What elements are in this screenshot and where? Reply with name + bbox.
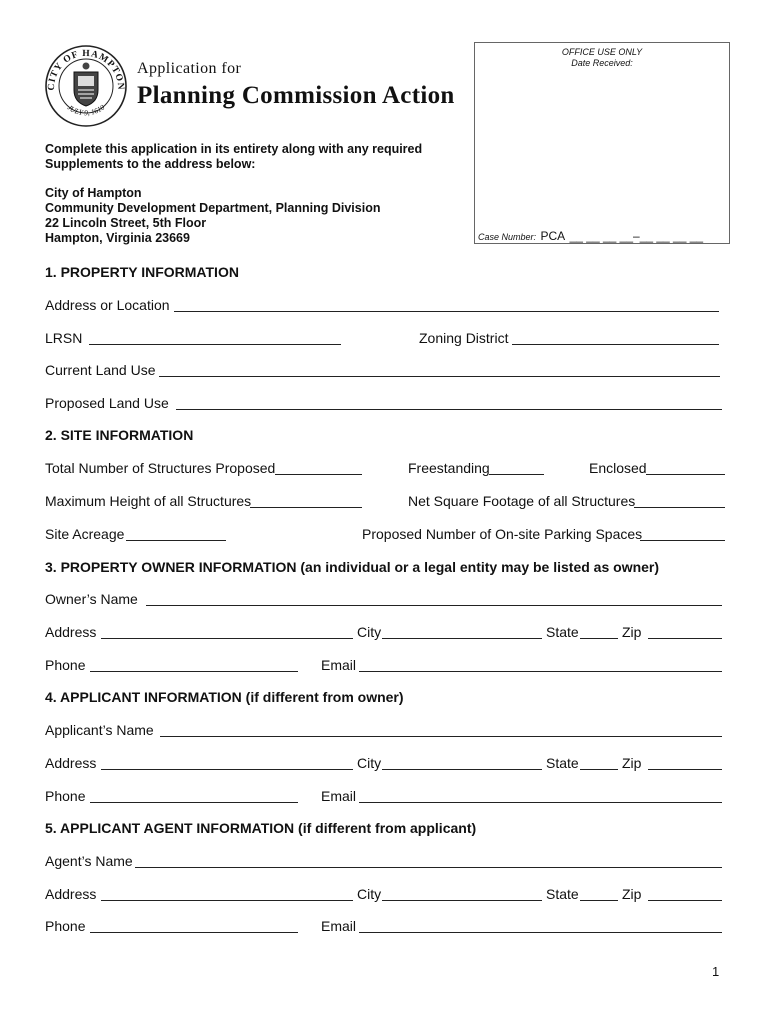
page-number: 1	[712, 964, 720, 979]
net-square-footage-field[interactable]	[634, 507, 725, 508]
owner-state-label: State	[546, 624, 579, 640]
agent-email-field[interactable]	[359, 932, 722, 933]
current-land-use-field[interactable]	[159, 376, 720, 377]
site-acreage-field[interactable]	[126, 540, 226, 541]
applicant-name-field[interactable]	[160, 736, 722, 737]
parking-spaces-field[interactable]	[640, 540, 725, 541]
case-number-row	[478, 227, 703, 245]
zoning-district-field[interactable]	[512, 344, 719, 345]
section-1-title: 1. PROPERTY INFORMATION	[45, 264, 239, 280]
instructions-line-1: Complete this application in its entirety along with any required	[45, 142, 423, 156]
address-location-label: Address or Location	[45, 297, 170, 313]
owner-address-field[interactable]	[101, 638, 353, 639]
agent-name-label: Agent’s Name	[45, 853, 133, 869]
applicant-email-label: Email	[321, 788, 357, 804]
page-title: Planning Commission Action	[137, 82, 455, 109]
office-use-label: OFFICE USE ONLY	[561, 47, 643, 57]
owner-city-field[interactable]	[382, 638, 542, 639]
applicant-zip-label: Zip	[622, 755, 642, 771]
proposed-land-use-field[interactable]	[176, 409, 722, 410]
agent-zip-field[interactable]	[648, 900, 722, 901]
mailing-address	[45, 186, 380, 246]
city-seal	[44, 44, 128, 128]
address-line-4: Hampton, Virginia 23669	[45, 231, 190, 245]
agent-city-field[interactable]	[382, 900, 542, 901]
enclosed-label: Enclosed	[589, 460, 647, 476]
applicant-state-field[interactable]	[580, 769, 618, 770]
lrsn-label: LRSN	[45, 330, 83, 346]
owner-state-field[interactable]	[580, 638, 618, 639]
zoning-district-label: Zoning District	[419, 330, 509, 346]
agent-name-field[interactable]	[135, 867, 722, 868]
case-prefix: PCA	[540, 229, 566, 243]
owner-zip-label: Zip	[622, 624, 642, 640]
address-line-3: 22 Lincoln Street, 5th Floor	[45, 216, 207, 230]
applicant-zip-field[interactable]	[648, 769, 722, 770]
current-land-use-label: Current Land Use	[45, 362, 156, 378]
owner-name-label: Owner’s Name	[45, 591, 138, 607]
owner-phone-field[interactable]	[90, 671, 298, 672]
office-use-box	[474, 42, 730, 244]
proposed-land-use-label: Proposed Land Use	[45, 395, 169, 411]
agent-state-label: State	[546, 886, 579, 902]
address-location-field[interactable]	[174, 311, 719, 312]
case-number-label: Case Number:	[478, 232, 537, 242]
applicant-city-field[interactable]	[382, 769, 542, 770]
address-line-2: Community Development Department, Planning Division	[45, 201, 381, 215]
freestanding-field[interactable]	[489, 474, 544, 475]
owner-address-label: Address	[45, 624, 97, 640]
applicant-state-label: State	[546, 755, 579, 771]
net-square-footage-label: Net Square Footage of all Structures	[408, 493, 636, 509]
owner-name-field[interactable]	[146, 605, 722, 606]
applicant-address-field[interactable]	[101, 769, 353, 770]
owner-zip-field[interactable]	[648, 638, 722, 639]
max-height-field[interactable]	[250, 507, 362, 508]
total-structures-label: Total Number of Structures Proposed	[45, 460, 276, 476]
case-number-blanks[interactable]: __ __ __ __–__ __ __ __	[569, 229, 704, 243]
agent-email-label: Email	[321, 918, 357, 934]
max-height-label: Maximum Height of all Structures	[45, 493, 252, 509]
applicant-phone-label: Phone	[45, 788, 86, 804]
site-acreage-label: Site Acreage	[45, 526, 125, 542]
agent-address-field[interactable]	[101, 900, 353, 901]
date-received-label: Date Received:	[571, 58, 633, 68]
applicant-email-field[interactable]	[359, 802, 722, 803]
owner-email-label: Email	[321, 657, 357, 673]
section-5-title: 5. APPLICANT AGENT INFORMATION (if different from applicant)	[45, 820, 477, 836]
applicant-city-label: City	[357, 755, 382, 771]
section-2-title: 2. SITE INFORMATION	[45, 427, 194, 443]
seal-top-text: CITY OF HAMPTON	[46, 48, 126, 91]
section-4-title: 4. APPLICANT INFORMATION (if different from owner)	[45, 689, 404, 705]
enclosed-field[interactable]	[646, 474, 725, 475]
applicant-name-label: Applicant’s Name	[45, 722, 154, 738]
agent-address-label: Address	[45, 886, 97, 902]
section-3-title: 3. PROPERTY OWNER INFORMATION (an individual or a legal entity may be listed as owner)	[45, 559, 660, 575]
agent-phone-label: Phone	[45, 918, 86, 934]
instructions	[45, 142, 422, 172]
lrsn-field[interactable]	[89, 344, 341, 345]
owner-city-label: City	[357, 624, 382, 640]
agent-zip-label: Zip	[622, 886, 642, 902]
application-for-label: Application for	[137, 60, 242, 77]
owner-phone-label: Phone	[45, 657, 86, 673]
parking-spaces-label: Proposed Number of On-site Parking Spaces	[362, 526, 643, 542]
owner-email-field[interactable]	[359, 671, 722, 672]
seal-bottom-text: JULY 9, 1610	[65, 102, 107, 118]
total-structures-field[interactable]	[275, 474, 362, 475]
freestanding-label: Freestanding	[408, 460, 490, 476]
agent-city-label: City	[357, 886, 382, 902]
instructions-line-2: Supplements to the address below:	[45, 157, 256, 171]
applicant-phone-field[interactable]	[90, 802, 298, 803]
agent-state-field[interactable]	[580, 900, 618, 901]
applicant-address-label: Address	[45, 755, 97, 771]
address-line-1: City of Hampton	[45, 186, 142, 200]
agent-phone-field[interactable]	[90, 932, 298, 933]
